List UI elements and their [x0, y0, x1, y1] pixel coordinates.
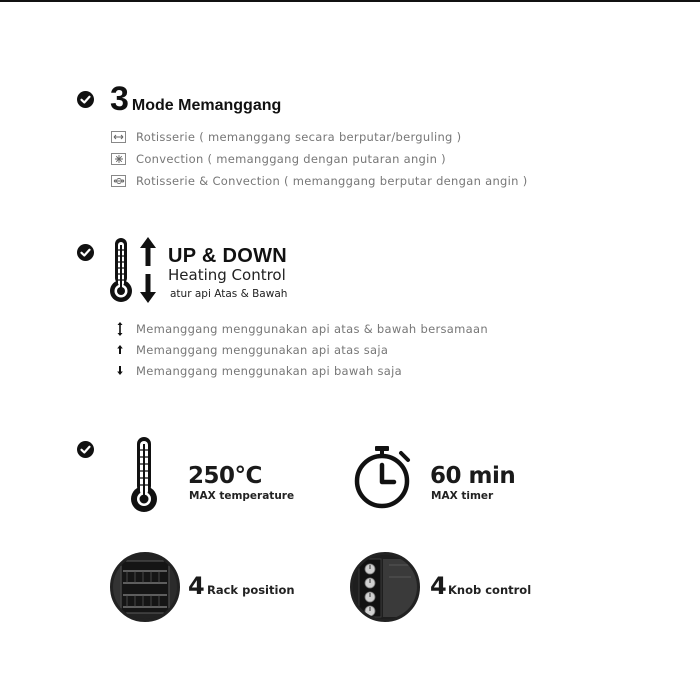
list-item	[114, 318, 488, 339]
temperature-label: MAX temperature	[189, 490, 295, 502]
check-circle-icon	[77, 91, 94, 108]
top-border-line	[0, 0, 700, 2]
mode-count: 3	[110, 80, 128, 118]
mode-list	[111, 126, 528, 192]
updown-note: atur api Atas & Bawah	[170, 288, 288, 300]
check-circle-icon	[77, 244, 94, 261]
timer-value: 60 min	[430, 463, 516, 489]
timer-label: MAX timer	[431, 490, 494, 502]
temperature-value: 250°C	[188, 463, 262, 489]
thermometer-icon	[128, 436, 160, 519]
updown-title: UP & DOWN	[168, 245, 287, 267]
convection-fan-icon	[111, 153, 126, 165]
list-item	[111, 148, 528, 170]
list-item	[114, 360, 488, 381]
rotisserie-icon	[111, 131, 126, 143]
heating-label: Memanggang menggunakan api atas saja	[136, 342, 389, 357]
up-down-arrows-icon	[114, 322, 126, 336]
mode-label: Rotisserie ( memanggang secara berputar/berguling )	[136, 130, 462, 144]
knob-number: 4	[430, 572, 447, 600]
rack-label: Rack position	[207, 583, 295, 597]
stopwatch-icon	[352, 445, 416, 514]
thermometer-updown-icon	[108, 236, 160, 309]
oven-knob-photo	[350, 552, 420, 622]
list-item	[111, 170, 528, 192]
oven-rack-photo	[110, 552, 180, 622]
heating-list	[114, 318, 488, 381]
down-arrow-icon	[114, 364, 126, 378]
updown-subtitle: Heating Control	[168, 266, 286, 284]
list-item	[114, 339, 488, 360]
knob-label: Knob control	[448, 583, 532, 597]
rotisserie-convection-icon	[111, 175, 126, 187]
rack-number: 4	[188, 572, 205, 600]
mode-title: Mode Memanggang	[131, 97, 282, 114]
check-circle-icon	[77, 441, 94, 458]
mode-heading	[110, 80, 281, 119]
mode-label: Convection ( memanggang dengan putaran angin )	[136, 152, 446, 166]
heating-label: Memanggang menggunakan api bawah saja	[136, 363, 402, 378]
heating-label: Memanggang menggunakan api atas & bawah bersamaan	[136, 321, 488, 336]
up-arrow-icon	[114, 343, 126, 357]
list-item	[111, 126, 528, 148]
mode-label: Rotisserie & Convection ( memanggang berputar dengan angin )	[136, 174, 528, 188]
